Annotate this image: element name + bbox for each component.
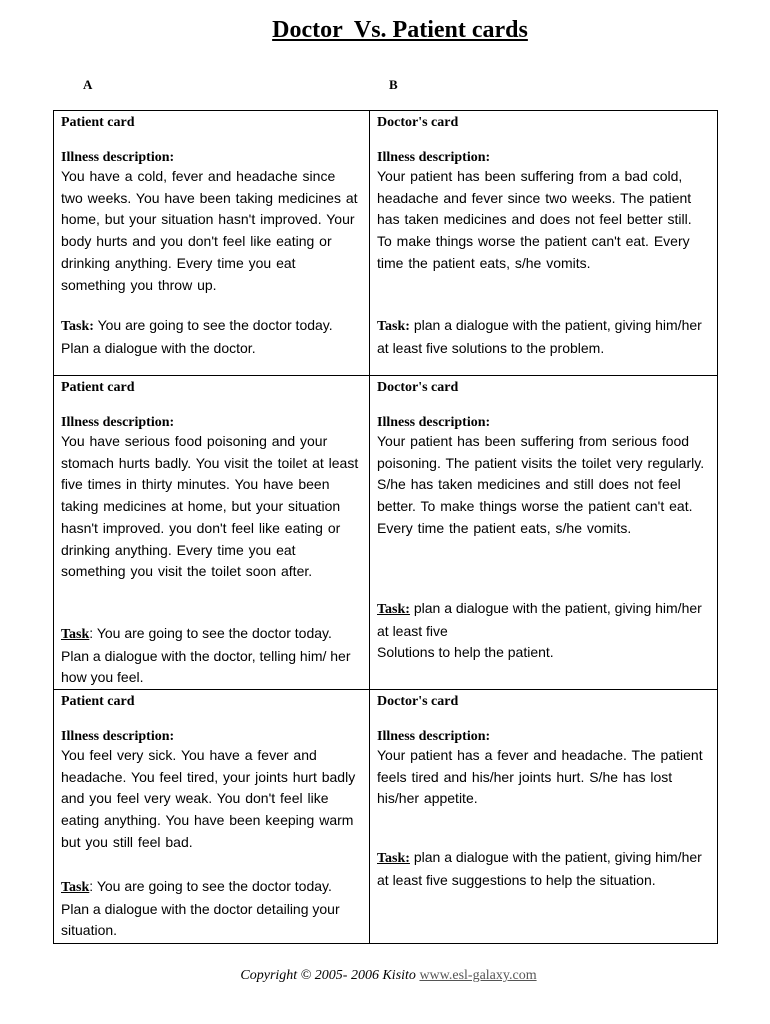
- card-row-2: [54, 376, 718, 690]
- patient-card-2: [54, 376, 370, 690]
- illness-description: You have serious food poisoning and your stomach hurts badly. You visit the toilet at least five times in thirty minutes. You have been taking medicines at home, but your situation hasn't improved. you don't feel like eating or drinking anything. Every time you eat something you visit the toilet soon after.: [61, 433, 359, 580]
- task-body: plan a dialogue with the patient, giving him/her at least five: [377, 600, 702, 639]
- illness-description: Your patient has been suffering from a bad cold, headache and fever since two weeks. The patient has taken medicines and does not feel better still. To make things worse the patient can't eat. Every time the patient eats, s/he vomits.: [377, 168, 692, 271]
- illness-heading: Illness description:: [61, 150, 175, 165]
- task-body: plan a dialogue with the patient, giving him/her at least five suggestions to help the situation.: [377, 849, 702, 888]
- task-label: Task:: [377, 602, 410, 617]
- task-text: [377, 598, 709, 664]
- illness-description: Your patient has a fever and headache. The patient feels tired and his/her joints hurt. S/he has lost his/her appetite.: [377, 747, 703, 807]
- task-label: Task:: [61, 319, 94, 334]
- website-link[interactable]: www.esl-galaxy.com: [419, 968, 537, 983]
- doctor-card-3: [370, 690, 718, 944]
- doctor-card-1: [370, 111, 718, 376]
- patient-card-1: [54, 111, 370, 376]
- illness-heading: Illness description:: [61, 415, 175, 430]
- task-body: : You are going to see the doctor today. Plan a dialogue with the doctor, telling him/ her how you feel.: [61, 625, 351, 686]
- task-body: plan a dialogue with the patient, giving him/her at least five solutions to the problem.: [377, 317, 702, 356]
- patient-card-3: [54, 690, 370, 944]
- cards-table: [53, 110, 718, 944]
- illness-heading: Illness description:: [377, 150, 491, 165]
- column-label-b: B: [389, 77, 398, 92]
- illness-heading: Illness description:: [377, 729, 491, 744]
- task-text: [61, 876, 361, 942]
- card-title: Patient card: [61, 115, 135, 130]
- doctor-card-2: [370, 376, 718, 690]
- task-text: [61, 623, 361, 689]
- page-title: Doctor Vs. Patient cards: [272, 17, 528, 43]
- task-label: Task:: [377, 851, 410, 866]
- task-body: You are going to see the doctor today. Plan a dialogue with the doctor.: [61, 317, 333, 356]
- task-label: Task: [61, 880, 90, 895]
- task-label: Task:: [377, 319, 410, 334]
- illness-description: Your patient has been suffering from serious food poisoning. The patient visits the toilet very regularly. S/he has taken medicines and still does not feel better. To make things worse the patient can't eat. Every time the patient eats, s/he vomits.: [377, 433, 705, 536]
- task-text: [61, 315, 361, 359]
- task-text: [377, 315, 709, 359]
- copyright-text: Copyright © 2005- 2006 Kisito: [240, 968, 420, 983]
- task-body-continued: Solutions to help the patient.: [377, 644, 554, 661]
- illness-heading: Illness description:: [377, 415, 491, 430]
- card-row-3: [54, 690, 718, 944]
- card-title: Doctor's card: [377, 380, 459, 395]
- card-title: Patient card: [61, 694, 135, 709]
- card-title: Doctor's card: [377, 694, 459, 709]
- card-title: Doctor's card: [377, 115, 459, 130]
- illness-heading: Illness description:: [61, 729, 175, 744]
- illness-description: You feel very sick. You have a fever and headache. You feel tired, your joints hurt badly and you feel very weak. You don't feel like eating anything. You have been keeping warm but you still feel bad.: [61, 747, 356, 850]
- task-body: : You are going to see the doctor today. Plan a dialogue with the doctor detailing your situation.: [61, 878, 340, 939]
- task-label: Task: [61, 627, 90, 642]
- illness-description: You have a cold, fever and headache since two weeks. You have been taking medicines at home, but your situation hasn't improved. Your body hurts and you don't feel like eating or drinking anything. Every time you eat something you throw up.: [61, 168, 358, 293]
- card-row-1: [54, 111, 718, 376]
- task-text: [377, 847, 709, 891]
- copyright-footer: [0, 968, 770, 984]
- column-label-a: A: [83, 77, 93, 92]
- card-title: Patient card: [61, 380, 135, 395]
